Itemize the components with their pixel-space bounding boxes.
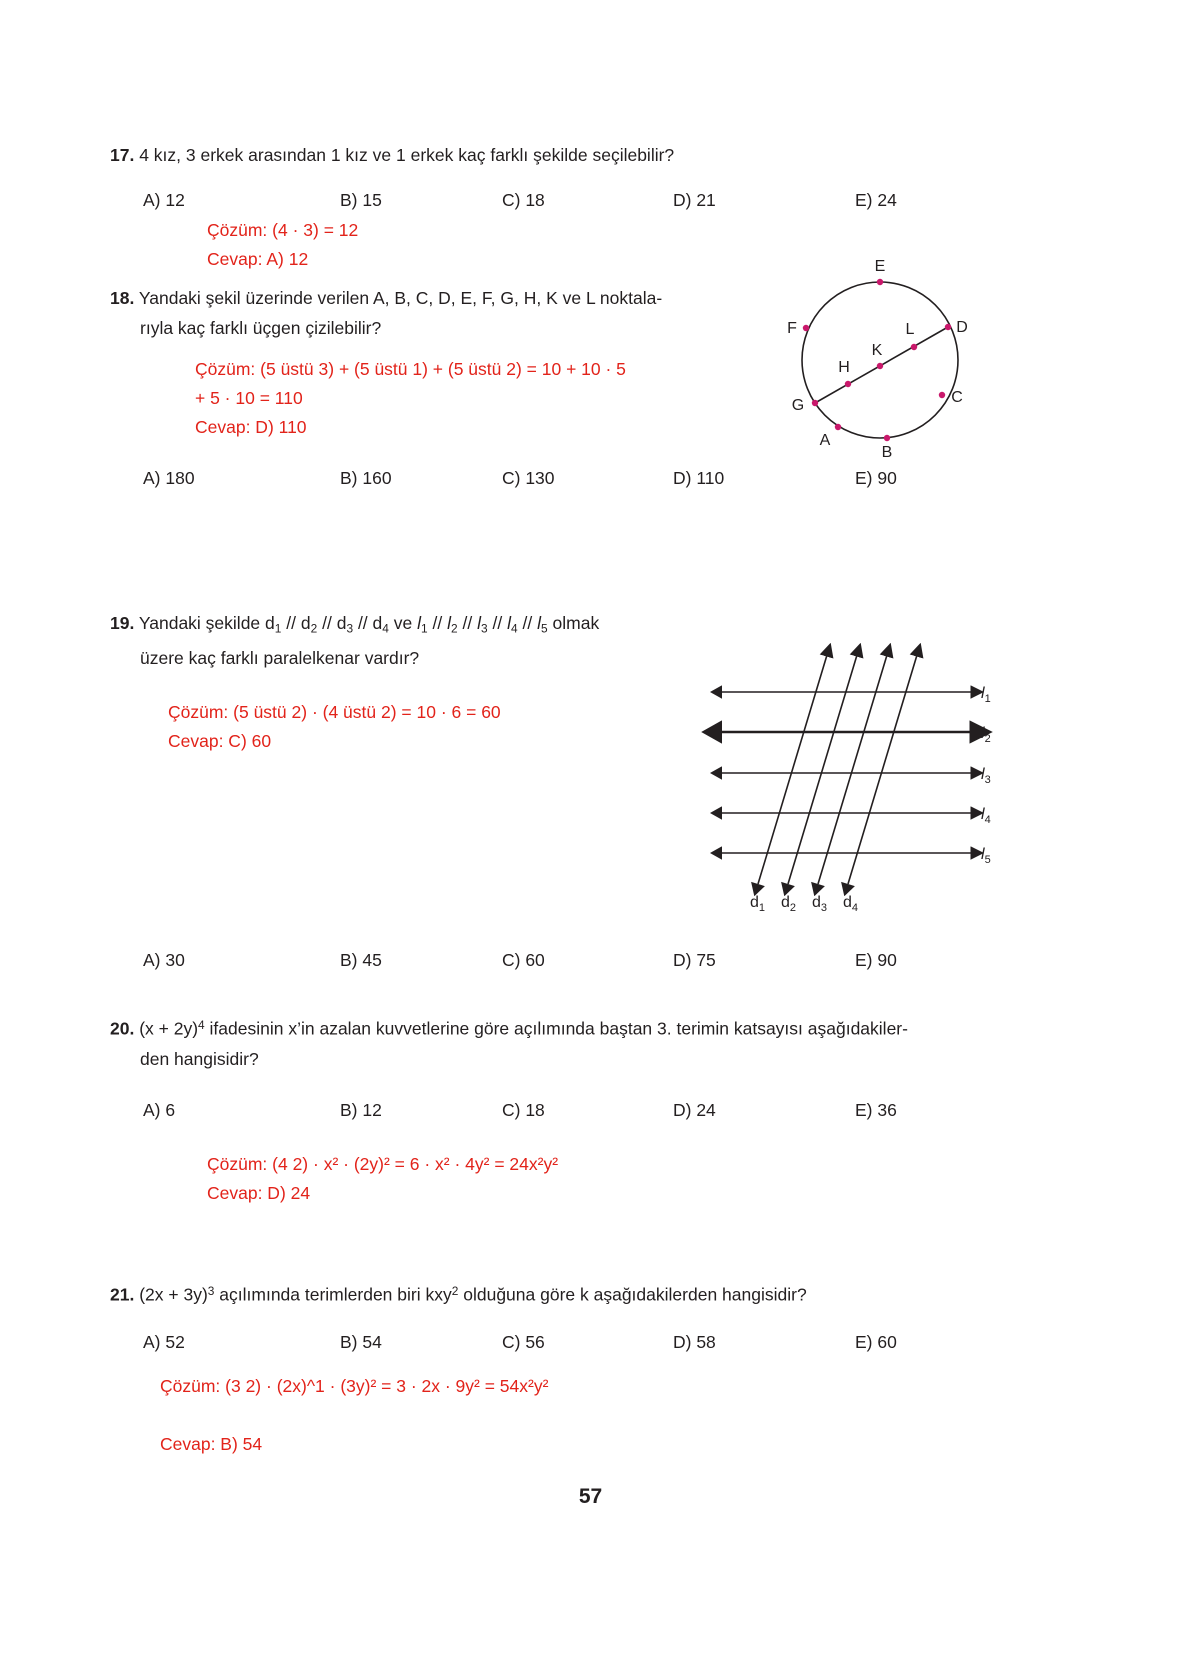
question-19-solution [168, 698, 501, 756]
option-20-a[interactable]: A) 6 [143, 1100, 176, 1120]
label-L: L [905, 321, 915, 338]
label-l5: $l_5$ [981, 846, 991, 866]
option-19-a[interactable]: A) 30 [143, 950, 185, 970]
question-20-expression-exponent: 4 [198, 1018, 205, 1032]
option-18-d[interactable]: D) 110 [673, 468, 725, 488]
option-21-c[interactable]: C) 56 [502, 1332, 545, 1352]
question-20-solution-line-2: Cevap: D) 24 [207, 1183, 311, 1203]
point-H [845, 381, 851, 387]
line-d2 [788, 655, 857, 884]
question-19-stem: 19. Yandaki şekilde $d_1 // d_2 // d_3 // d_4$ ve $l_1 // l_2 // l_3 // l_4 // l_5$ olmak [110, 613, 600, 636]
option-18-c[interactable]: C) 130 [502, 468, 555, 488]
question-20-stem [110, 1010, 1110, 1044]
point-E [877, 279, 883, 285]
par-2: // [322, 613, 332, 633]
option-18-a[interactable]: A) 180 [143, 468, 195, 488]
sub-l4: 4 [511, 621, 518, 636]
label-d3: $d_3$ [812, 894, 828, 914]
option-20-d[interactable]: D) 24 [673, 1100, 716, 1120]
line-d4 [848, 655, 917, 884]
question-18-solution-line-1: Çözüm: (5 üstü 3) + (5 üstü 1) + (5 üstü 2) = 10 + 10 · 5 [195, 359, 626, 379]
question-18-solution-line-2: + 5 · 10 = 110 [195, 388, 303, 408]
question-20-line-2: den hangisidir? [140, 1048, 259, 1069]
question-19 [110, 608, 790, 673]
question-20-expression-base: (x + 2y) [139, 1018, 199, 1039]
point-A [835, 424, 841, 430]
question-20-solution [207, 1150, 558, 1208]
point-C [939, 392, 945, 398]
question-21-solution-line-2: Cevap: B) 54 [160, 1434, 263, 1454]
question-17-solution-line-2: Cevap: A) 12 [207, 249, 309, 269]
point-D [945, 324, 951, 330]
label-A: A [819, 432, 831, 449]
sub-d3: 3 [346, 621, 354, 636]
option-17-a[interactable]: A) 12 [143, 190, 185, 210]
question-17-solution-line-1: Çözüm: (4 · 3) = 12 [207, 220, 359, 240]
option-21-d[interactable]: D) 58 [673, 1332, 716, 1352]
sub-d2: 2 [310, 621, 318, 636]
question-17-text: 4 kız, 3 erkek arasından 1 kız ve 1 erkek kaç farklı şekilde seçilebilir? [139, 145, 675, 165]
question-20-text: ifadesinin x’in azalan kuvvetlerine göre açılımında baştan 3. terimin katsayısı aşağıdakiler- [209, 1018, 908, 1039]
question-19-line-2-wrap [140, 643, 790, 673]
question-21-solution-line-1: Çözüm: (3 2) · (2x)^1 · (3y)² = 3 · 2x · 9y² = 54x²y² [160, 1376, 549, 1396]
question-18-options [0, 468, 1181, 496]
circle-figure [770, 255, 990, 460]
question-18-solution [195, 355, 626, 442]
question-21 [110, 1276, 1110, 1310]
question-19-olmak: olmak [552, 613, 600, 633]
question-18-stem [110, 283, 770, 313]
question-21-options [0, 1332, 1181, 1360]
question-21-term-exponent: 2 [451, 1284, 459, 1298]
question-21-number: 21. [110, 1284, 135, 1305]
option-20-c[interactable]: C) 18 [502, 1100, 545, 1120]
label-D: D [956, 319, 968, 336]
question-21-expression-base: (2x + 3y) [139, 1284, 208, 1305]
label-d2: $d_2$ [781, 894, 797, 914]
option-17-c[interactable]: C) 18 [502, 190, 545, 210]
sub-l5: 5 [541, 621, 548, 636]
label-l4: $l_4$ [981, 806, 991, 826]
option-18-b[interactable]: B) 160 [340, 468, 392, 488]
point-G [812, 400, 818, 406]
label-l1: $l_1$ [981, 685, 991, 705]
option-18-e[interactable]: E) 90 [855, 468, 897, 488]
label-E: E [874, 258, 886, 275]
question-21-stem [110, 1276, 1110, 1310]
line-d3 [818, 655, 887, 884]
option-20-b[interactable]: B) 12 [340, 1100, 382, 1120]
question-17 [110, 140, 910, 170]
option-20-e[interactable]: E) 36 [855, 1100, 897, 1120]
question-19-options [0, 950, 1181, 978]
question-20-number: 20. [110, 1018, 135, 1039]
question-20-line-2-wrap [140, 1044, 1110, 1074]
option-19-b[interactable]: B) 45 [340, 950, 382, 970]
option-17-d[interactable]: D) 21 [673, 190, 716, 210]
label-H: H [838, 359, 850, 376]
par-3: // [357, 613, 368, 633]
sub-l1: 1 [421, 621, 428, 636]
option-19-c[interactable]: C) 60 [502, 950, 545, 970]
sub-d1: 1 [274, 621, 282, 636]
question-18-line-2: rıyla kaç farklı üçgen çizilebilir? [140, 318, 382, 338]
sub-l3: 3 [481, 621, 488, 636]
parallel-grid-figure [700, 640, 1020, 920]
line-d1 [758, 655, 827, 884]
question-21-text: olduğuna göre k aşağıdakilerden hangisidir? [463, 1284, 807, 1305]
circle-outline [802, 282, 958, 438]
question-19-solution-line-2: Cevap: C) 60 [168, 731, 272, 751]
option-17-e[interactable]: E) 24 [855, 190, 897, 210]
option-21-a[interactable]: A) 52 [143, 1332, 185, 1352]
point-L [911, 344, 917, 350]
question-18-solution-line-3: Cevap: D) 110 [195, 417, 307, 437]
question-21-mid-text: açılımında terimlerden biri kxy [219, 1284, 452, 1305]
label-C: C [951, 389, 963, 406]
label-G: G [791, 397, 805, 414]
question-19-ve: ve [393, 613, 413, 633]
question-19-line-2: üzere kaç farklı paralelkenar vardır? [140, 648, 420, 669]
point-B [884, 435, 890, 441]
option-19-d[interactable]: D) 75 [673, 950, 716, 970]
question-18 [110, 283, 770, 343]
question-17-solution [207, 216, 358, 274]
label-B: B [881, 444, 893, 461]
sub-l2: 2 [451, 621, 458, 636]
par-1: // [286, 613, 296, 633]
question-18-line-1: Yandaki şekil üzerinde verilen A, B, C, D, E, F, G, H, K ve L noktala- [138, 288, 663, 308]
par-6: // [492, 613, 503, 633]
question-19-solution-line-1: Çözüm: (5 üstü 2) · (4 üstü 2) = 10 · 6 = 60 [168, 702, 501, 722]
question-20-options [0, 1100, 1181, 1128]
question-20 [110, 1010, 1110, 1074]
option-21-b[interactable]: B) 54 [340, 1332, 382, 1352]
question-21-expression-exponent: 3 [207, 1284, 215, 1298]
label-F: F [787, 320, 797, 337]
point-K [877, 363, 883, 369]
question-19-prefix: Yandaki şekilde d [138, 613, 275, 633]
question-17-number: 17. [110, 145, 135, 165]
point-F [803, 325, 809, 331]
par-7: // [522, 613, 533, 633]
par-4: // [432, 613, 443, 633]
question-17-stem [110, 140, 910, 170]
option-19-e[interactable]: E) 90 [855, 950, 897, 970]
question-18-line-2-wrap [140, 313, 770, 343]
sub-d4: 4 [382, 621, 389, 636]
label-l3: $l_3$ [981, 766, 991, 786]
question-20-solution-line-1: Çözüm: (4 2) · x² · (2y)² = 6 · x² · 4y² = 24x²y² [207, 1154, 559, 1174]
par-5: // [462, 613, 473, 633]
option-21-e[interactable]: E) 60 [855, 1332, 897, 1352]
question-19-number: 19. [110, 613, 135, 633]
label-l2: $l_2$ [981, 725, 991, 745]
label-d4: $d_4$ [843, 894, 859, 914]
option-17-b[interactable]: B) 15 [340, 190, 382, 210]
page-number: 57 [578, 1485, 603, 1508]
question-18-number: 18. [110, 288, 135, 308]
label-K: K [871, 342, 883, 359]
question-17-options [0, 190, 1181, 218]
label-d1: $d_1$ [750, 894, 766, 914]
question-21-solution [160, 1372, 548, 1459]
